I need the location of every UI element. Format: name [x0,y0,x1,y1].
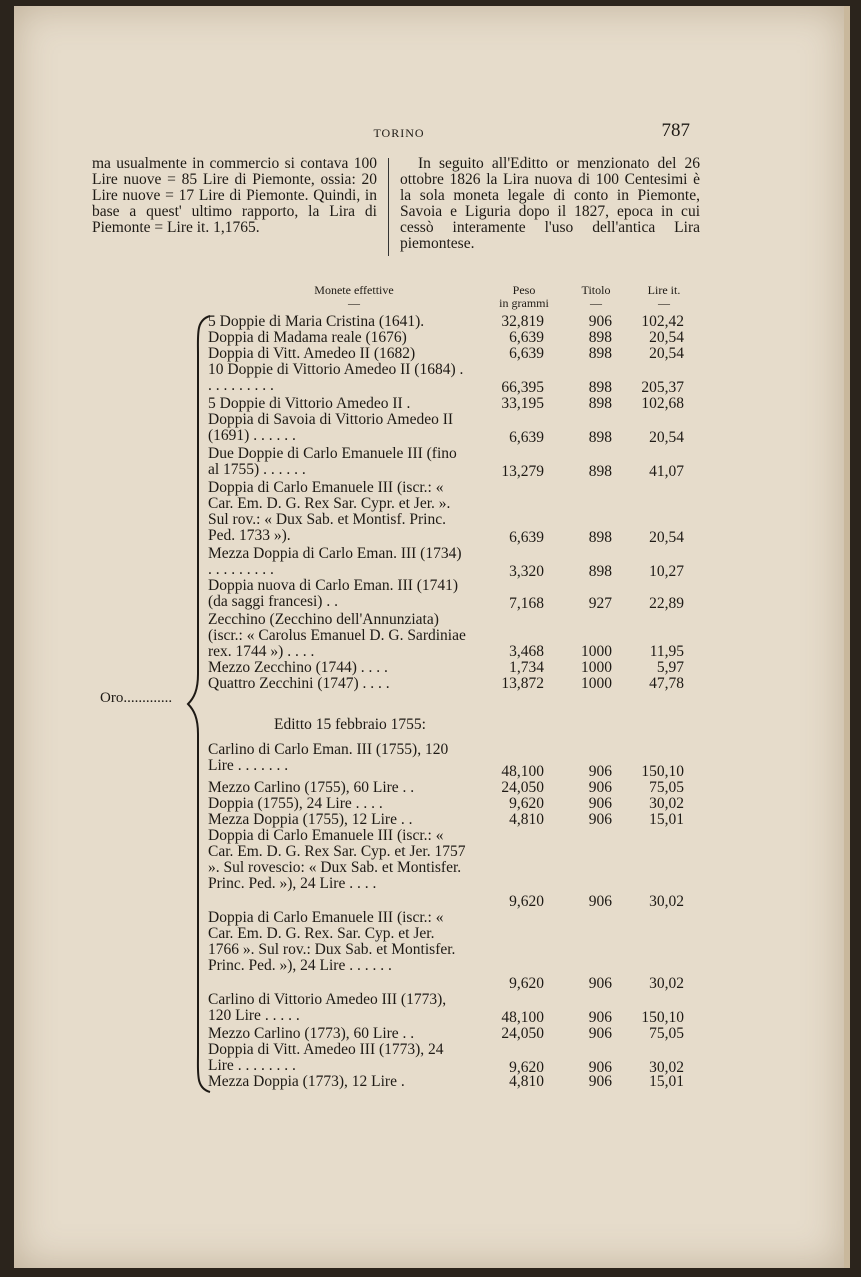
coin-name: Mezzo Carlino (1755), 60 Lire . . [208,779,415,796]
coin-titolo: 898 [588,563,612,580]
running-title: TORINO [373,126,425,140]
coin-lire: 20,54 [649,345,684,362]
coin-name: Doppia (1755), 24 Lire . . . . [208,795,383,812]
coin-lire: 11,95 [649,643,684,660]
coin-titolo: 906 [588,779,612,796]
coin-titolo: 898 [588,395,612,412]
coin-peso: 3,468 [509,643,544,660]
coin-name: 10 Doppie di Vittorio Amedeo II (1684) . . . . . . . . . . [208,361,464,394]
coin-lire: 205,37 [641,379,684,396]
coin-name: 5 Doppie di Vittorio Amedeo II . [208,395,411,412]
coin-lire: 22,89 [649,595,684,612]
col-header-titolo [566,284,626,310]
coin-name: Mezza Doppia di Carlo Eman. III (1734) . . . . . . . . . [208,545,462,578]
coin-peso: 6,639 [509,345,544,362]
col-header-monete [254,284,454,310]
col-header-peso [484,284,564,310]
coin-peso: 9,620 [509,1059,544,1076]
table-header [14,282,844,312]
coin-lire: 102,68 [641,395,684,412]
coin-name: 5 Doppie di Maria Cristina (1641). [208,313,425,330]
coin-titolo: 1000 [581,675,612,692]
intro-left-column: ma usualmente in commercio si contava 100 Lire nuove = 85 Lire di Piemonte, ossia: 20 Lire nuove = 17 Lire di Piemonte. Quindi, in base a quest' ultimo rapporto, la Lira di Piemonte = Lire it. 1,1765. [92,155,377,236]
coin-name: Doppia di Vitt. Amedeo II (1682) [208,345,416,362]
coin-titolo: 898 [588,345,612,362]
col-header-monete-dash: — [348,296,360,310]
coin-peso: 24,050 [501,779,544,796]
coin-lire: 20,54 [649,529,684,546]
coin-name: Carlino di Carlo Eman. III (1755), 120 Lire . . . . . . . [208,741,449,774]
coin-titolo: 927 [588,595,612,612]
coin-peso: 4,810 [509,811,544,828]
coin-name: Mezza Doppia (1773), 12 Lire . [208,1073,405,1090]
coin-peso: 4,810 [509,1073,544,1090]
coin-peso: 48,100 [501,763,544,780]
coin-lire: 15,01 [649,1073,684,1090]
coin-titolo: 1000 [581,659,612,676]
coin-lire: 20,54 [649,329,684,346]
coin-lire: 102,42 [641,313,684,330]
coin-titolo: 906 [588,1073,612,1090]
coin-name: Doppia di Madama reale (1676) [208,329,407,346]
coin-lire: 30,02 [649,893,684,910]
intro-right-column: In seguito all'Editto or menzionato del 26 ottobre 1826 la Lira nuova di 100 Centesimi è la sola moneta legale di conto in Piemonte, Savoia e Liguria dopo il 1827, epoca in cui cessò interamente l'uso dell'antica Lira piemontese. [400,155,700,252]
coin-lire: 41,07 [649,463,684,480]
coin-titolo: 906 [588,1059,612,1076]
book-page [14,6,850,1268]
coin-titolo: 1000 [581,643,612,660]
coin-titolo: 898 [588,329,612,346]
col-header-monete-label: Monete effettive [314,283,394,297]
coin-name: Quattro Zecchini (1747) . . . . [208,675,390,692]
coin-lire: 5,97 [656,659,684,676]
coin-name: Zecchino (Zecchino dell'Annunziata) (iscr.: « Carolus Emanuel D. G. Sardiniae rex. 1744 ») . . . . [208,611,466,660]
col-header-peso-unit: in grammi [499,296,549,310]
page-header [94,120,694,144]
coin-name: Due Doppie di Carlo Emanuele III (fino al 1755) . . . . . . [208,445,457,478]
coin-titolo: 898 [588,429,612,446]
coin-lire: 150,10 [641,1009,684,1026]
coin-peso: 9,620 [509,975,544,992]
coin-titolo: 906 [588,893,612,910]
coin-titolo: 898 [588,463,612,480]
edict-subheading: Editto 15 febbraio 1755: [274,716,426,733]
coin-lire: 150,10 [641,763,684,780]
intro-text [92,156,702,266]
col-header-lire-dash: — [658,296,670,310]
column-separator [388,158,389,256]
coin-name: Carlino di Vittorio Amedeo III (1773), 120 Lire . . . . . [208,991,447,1024]
col-header-titolo-dash: — [590,296,602,310]
coin-lire: 47,78 [649,675,684,692]
coin-lire: 30,02 [649,1059,684,1076]
coin-peso: 24,050 [501,1025,544,1042]
coin-titolo: 906 [588,795,612,812]
coin-peso: 1,734 [509,659,544,676]
coin-lire: 15,01 [649,811,684,828]
coin-name: Doppia di Savoia di Vittorio Amedeo II (1691) . . . . . . [208,411,454,444]
coin-titolo: 906 [588,811,612,828]
coin-name: Doppia nuova di Carlo Eman. III (1741) (da saggi francesi) . . [208,577,459,610]
coin-name: Mezza Doppia (1755), 12 Lire . . [208,811,413,828]
page-number: 787 [661,120,690,141]
coin-titolo: 906 [588,1025,612,1042]
coin-name: Doppia di Carlo Emanuele III (iscr.: « Car. Em. D. G. Rex Sar. Cyp. et Jer. 1757 ». Sul rovescio: « Dux Sab. et Montisfer. Princ. Ped. »), 24 Lire . . . . [208,827,466,892]
coin-name: Doppia di Vitt. Amedeo III (1773), 24 Lire . . . . . . . . [208,1041,444,1074]
coin-peso: 9,620 [509,893,544,910]
coin-peso: 32,819 [501,313,544,330]
coin-titolo: 898 [588,379,612,396]
coin-peso: 6,639 [509,429,544,446]
coin-titolo: 906 [588,975,612,992]
category-label-oro: Oro............. [100,690,173,706]
coin-name: Doppia di Carlo Emanuele III (iscr.: « Car. Em. D. G. Rex. Sar. Cyp. et Jer. 1766 ». Sul rov.: Dux Sab. et Montisfer. Princ. Ped. »), 24 Lire . . . . . . [208,909,456,974]
coin-peso: 6,639 [509,529,544,546]
coin-peso: 13,279 [501,463,544,480]
coin-titolo: 906 [588,763,612,780]
col-header-lire [634,284,694,310]
coin-titolo: 898 [588,529,612,546]
coin-name: Doppia di Carlo Emanuele III (iscr.: « Car. Em. D. G. Rex Sar. Cypr. et Jer. ». Sul rov.: « Dux Sab. et Montisf. Princ. Ped. 1733 »). [208,479,451,544]
coin-peso: 48,100 [501,1009,544,1026]
coin-peso: 13,872 [501,675,544,692]
coin-peso: 3,320 [509,563,544,580]
coin-peso: 66,395 [501,379,544,396]
coin-peso: 6,639 [509,329,544,346]
col-header-titolo-label: Titolo [581,283,611,297]
col-header-lire-label: Lire it. [647,283,681,297]
coin-titolo: 906 [588,1009,612,1026]
coin-titolo: 906 [588,313,612,330]
coin-lire: 20,54 [649,429,684,446]
col-header-peso-label: Peso [512,283,536,297]
coin-peso: 7,168 [509,595,544,612]
coin-lire: 30,02 [649,795,684,812]
coin-peso: 33,195 [501,395,544,412]
coin-name: Mezzo Carlino (1773), 60 Lire . . [208,1025,415,1042]
coin-lire: 75,05 [649,779,684,796]
coin-lire: 75,05 [649,1025,684,1042]
coin-lire: 10,27 [649,563,684,580]
coin-lire: 30,02 [649,975,684,992]
coin-peso: 9,620 [509,795,544,812]
coin-name: Mezzo Zecchino (1744) . . . . [208,659,388,676]
